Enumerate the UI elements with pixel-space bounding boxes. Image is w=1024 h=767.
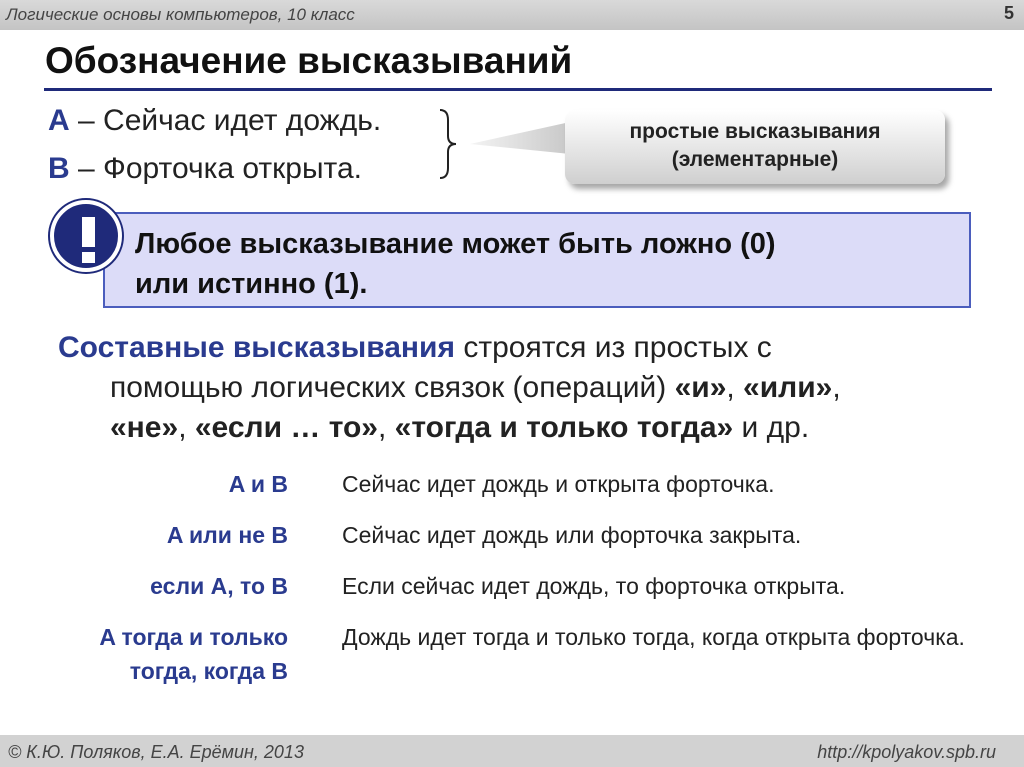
compound-line-3 [58,408,978,448]
callout-line-1: простые высказывания [629,120,881,143]
exclamation-dot [82,252,95,263]
callout-pointer [470,118,570,158]
example-right: Сейчас идет дождь или форточка закрыта. [342,522,802,548]
compound-paragraph [58,328,978,448]
note-line-2: или истинно (1). [135,268,368,300]
compound-tail: и др. [733,411,810,444]
statement-text: – Форточка открыта. [69,152,362,185]
example-right: Если сейчас идет дождь, то форточка открыта. [342,573,846,599]
op-not: «не» [110,411,179,444]
callout-line-2: (элементарные) [671,148,839,171]
title-underline [44,88,992,91]
note-text [135,224,776,304]
statement-letter: B [48,152,70,185]
compound-term: Составные высказывания [58,331,456,364]
simple-statements-callout [565,110,945,184]
example-right: Сейчас идет дождь и открыта форточка. [342,471,775,497]
example-left: A или не B [166,522,288,548]
header-bar [0,0,1024,30]
example-left-line-1: A тогда и только [99,624,288,650]
compound-line-2 [58,368,978,408]
site-url: http://kpolyakov.spb.ru [817,742,996,762]
example-right: Дождь идет тогда и только тогда, когда открыта форточка. [342,624,965,650]
note-line-1: Любое высказывание может быть ложно (0) [135,228,776,260]
note-box [103,212,971,308]
statement-text: – Сейчас идет дождь. [69,104,382,137]
sep: , [726,371,744,404]
course-title: Логические основы компьютеров, 10 класс [6,5,355,24]
compound-text-2: помощью логических связок (операций) [110,371,675,404]
example-left [99,620,288,688]
copyright: © К.Ю. Поляков, Е.А. Ерёмин, 2013 [8,742,304,762]
exclamation-bar [82,217,95,247]
statement-a [48,104,381,138]
op-if-then: «если … то» [194,411,378,444]
sep: , [832,371,841,404]
brace-icon [436,108,460,180]
op-iff: «тогда и только тогда» [394,411,734,444]
example-left: A и B [228,471,288,497]
slide-number: 5 [1003,3,1014,23]
example-left: если A, то B [150,573,288,599]
op-or: «или» [743,371,833,404]
slide-title: Обозначение высказываний [45,40,573,81]
example-left-line-2: тогда, когда B [129,658,288,684]
footer-bar [0,735,1024,767]
exclamation-icon [50,200,122,272]
compound-text-1: строятся из простых с [455,331,772,364]
sep: , [378,411,395,444]
statement-letter: A [48,104,70,137]
op-and: «и» [674,371,727,404]
sep: , [178,411,195,444]
statement-b [48,152,362,186]
